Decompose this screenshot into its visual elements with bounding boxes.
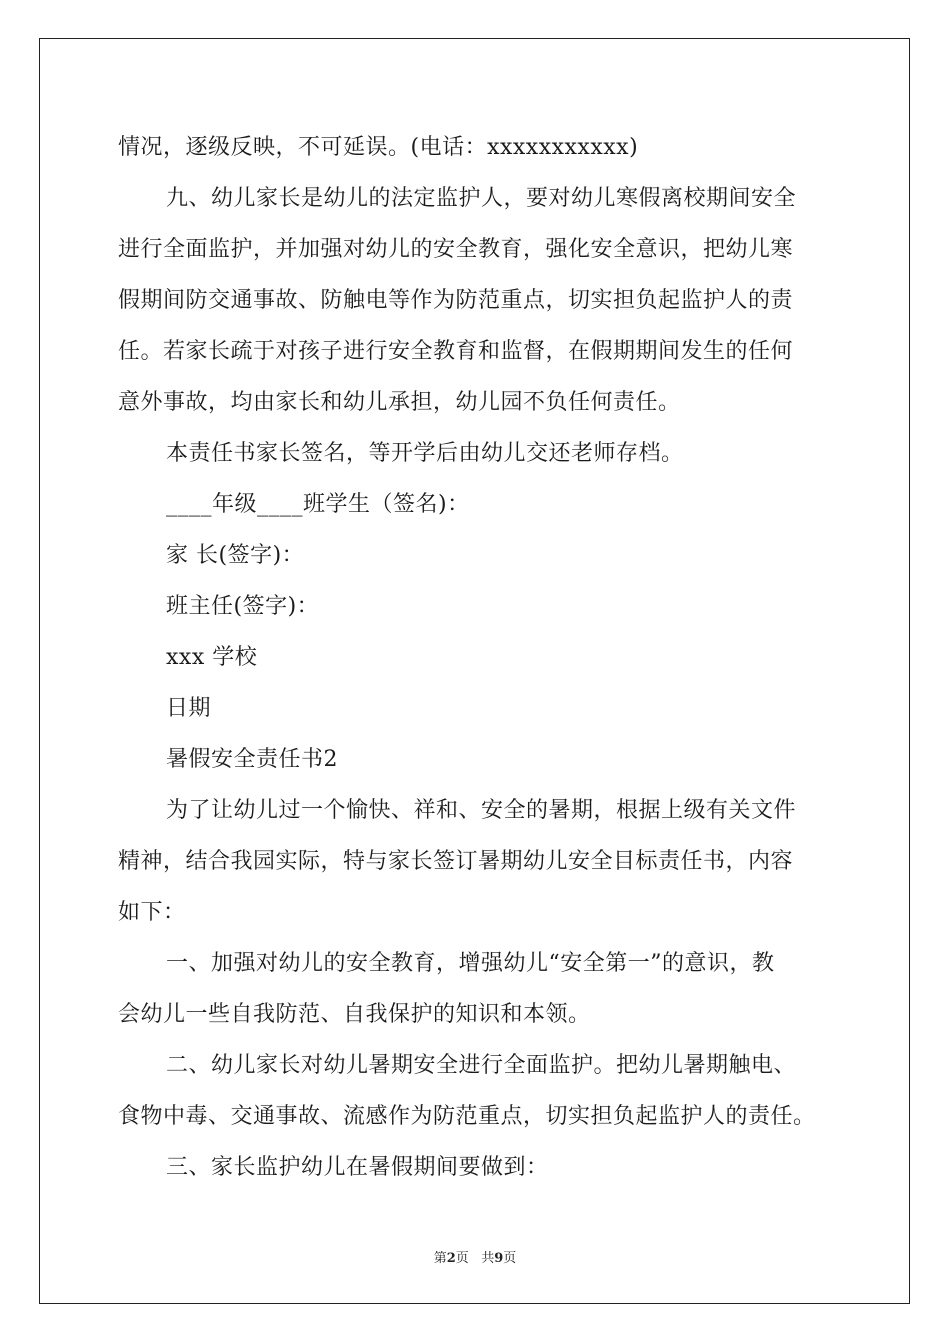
text-line: 精神，结合我园实际，特与家长签订暑期幼儿安全目标责任书，内容 (118, 849, 794, 874)
text-line: 情况，逐级反映，不可延误。(电话：xxxxxxxxxxx) (118, 135, 639, 160)
page-footer (0, 1247, 950, 1266)
paragraph-item-two: 二、幼儿家长对幼儿暑期安全进行全面监护。把幼儿暑期触电、 (166, 1053, 797, 1078)
parent-signature-line: 家 长(签字)： (166, 543, 305, 568)
paragraph-item-one: 一、加强对幼儿的安全教育，增强幼儿“安全第一”的意识，教 (166, 951, 775, 976)
text-line: 意外事故，均由家长和幼儿承担，幼儿园不负任何责任。 (118, 390, 681, 415)
section-title: 暑假安全责任书2 (166, 747, 338, 772)
text-line: 如下： (118, 900, 186, 925)
text-line: 假期间防交通事故、防触电等作为防范重点，切实担负起监护人的责 (118, 288, 794, 313)
page-number-prefix: 第 (433, 1251, 447, 1266)
school-name: xxx 学校 (166, 645, 258, 670)
date-line: 日期 (166, 696, 212, 721)
page-number-suffix: 页 (503, 1251, 517, 1266)
paragraph-item-three: 三、家长监护幼儿在暑假期间要做到： (166, 1155, 549, 1180)
signature-instruction: 本责任书家长签名，等开学后由幼儿交还老师存档。 (166, 441, 684, 466)
page-total: 9 (494, 1251, 504, 1266)
student-signature-line: ____年级____班学生（签名)： (166, 492, 470, 517)
text-line: 食物中毒、交通事故、流感作为防范重点，切实担负起监护人的责任。 (118, 1104, 816, 1129)
text-line: 进行全面监护，并加强对幼儿的安全教育，强化安全意识，把幼儿寒 (118, 237, 794, 262)
intro-paragraph: 为了让幼儿过一个愉快、祥和、安全的暑期，根据上级有关文件 (166, 798, 797, 823)
text-line: 会幼儿一些自我防范、自我保护的知识和本领。 (118, 1002, 591, 1027)
text-line: 任。若家长疏于对孩子进行安全教育和监督，在假期期间发生的任何 (118, 339, 794, 364)
page-current: 2 (446, 1251, 456, 1266)
document-body (118, 122, 838, 1193)
teacher-signature-line: 班主任(签字)： (166, 594, 320, 619)
paragraph-item-nine: 九、幼儿家长是幼儿的法定监护人，要对幼儿寒假离校期间安全 (166, 186, 797, 211)
page-number-mid: 页 共 (455, 1251, 495, 1266)
